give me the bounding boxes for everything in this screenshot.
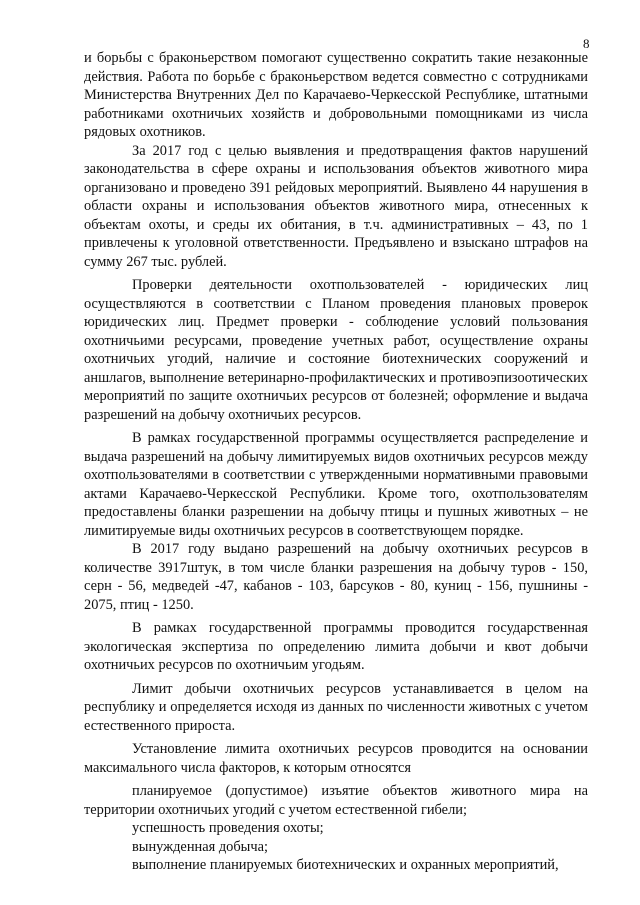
- paragraph-limit-definition: Лимит добычи охотничьих ресурсов устанавливается в целом на республику и определяется исходя из данных по численности животных с учетом естественного прироста.: [84, 680, 588, 734]
- paragraph-inspections: Проверки деятельности охотпользователей - юридических лиц осуществляются в соответствии с Планом проведения плановых проверок юридических лиц. Предмет проверки - соблюдение условий пользования охотничьими ресурсами, проведение учетных работ, осуществление охраны охотничьих угодий, наличие и состояние биотехнических сооружений и аншлагов, выполнение ветеринарно-профилактических и противоэпизоотических мероприятий по защите охотничьих ресурсов от болезней; оформление и выдача разрешений на добычу охотничьих ресурсов.: [84, 277, 588, 423]
- list-item-biotechnical-measures: выполнение планируемых биотехнических и охранных мероприятий,: [132, 857, 559, 873]
- list-item-forced-harvest: вынужденная добыча;: [132, 838, 268, 855]
- paragraph-ecological-expertise: В рамках государственной программы проводится государственная экологическая экспертиза по определению лимита добычи и квот добычи охотничьих ресурсов по охотничьим угодьям.: [84, 620, 588, 673]
- page-number: 8: [583, 36, 590, 51]
- list-item-hunting-success: успешность проведения охоты;: [132, 820, 324, 836]
- paragraph-permits-issued: В 2017 году выдано разрешений на добычу охотничьих ресурсов в количестве 3917штук, в том числе бланки разрешения на добычу туров - 150, серн - 56, медведей -47, кабанов - 103, барсуков - 80, куниц - 156, пушнины - 2075, птиц - 1250.: [84, 541, 588, 613]
- paragraph-limit-factors: Установление лимита охотничьих ресурсов проводится на основании максимального числа факторов, к которым относятся: [84, 741, 588, 776]
- list-item-planned-withdrawal: планируемое (допустимое) изъятие объектов животного мира на территории охотничьих угодий с учетом естественной гибели;: [84, 783, 588, 818]
- paragraph-raids-2017: За 2017 год с целью выявления и предотвращения фактов нарушений законодательства в сфере охраны и использования объектов животного мира организовано и проведено 391 рейдовых мероприятий. Выявлено 44 нарушения в области охраны и использования объектов животного мира, отнесенных к объектам охоты, и среды их обитания, в т.ч. административных – 43, по 1 привлечены к уголовной ответственности. Предъявлено и взыскано штрафов на сумму 267 тыс. рублей.: [84, 142, 588, 270]
- paragraph-permit-distribution: В рамках государственной программы осуществляется распределение и выдача разрешений на добычу лимитируемых видов охотничьих ресурсов между охотпользователями в соответствии с утвержденными нормативными правовыми актами Карачаево-Черкесской Республики. Кроме того, охотпользователям предоставлены бланки разрешении на добычу птицы и пушных животных – не лимитируемые виды охотничьих ресурсов в соответствующем порядке.: [84, 430, 588, 539]
- body-text: [84, 49, 588, 875]
- paragraph-continuation: и борьбы с браконьерством помогают существенно сократить такие незаконные действия. Работа по борьбе с браконьерством ведется совместно с сотрудниками Министерства Внутренних Дел по Карачаево-Черкесской Республике, штатными работниками охотничьих хозяйств и добровольными помощниками из числа рядовых охотников.: [84, 50, 588, 140]
